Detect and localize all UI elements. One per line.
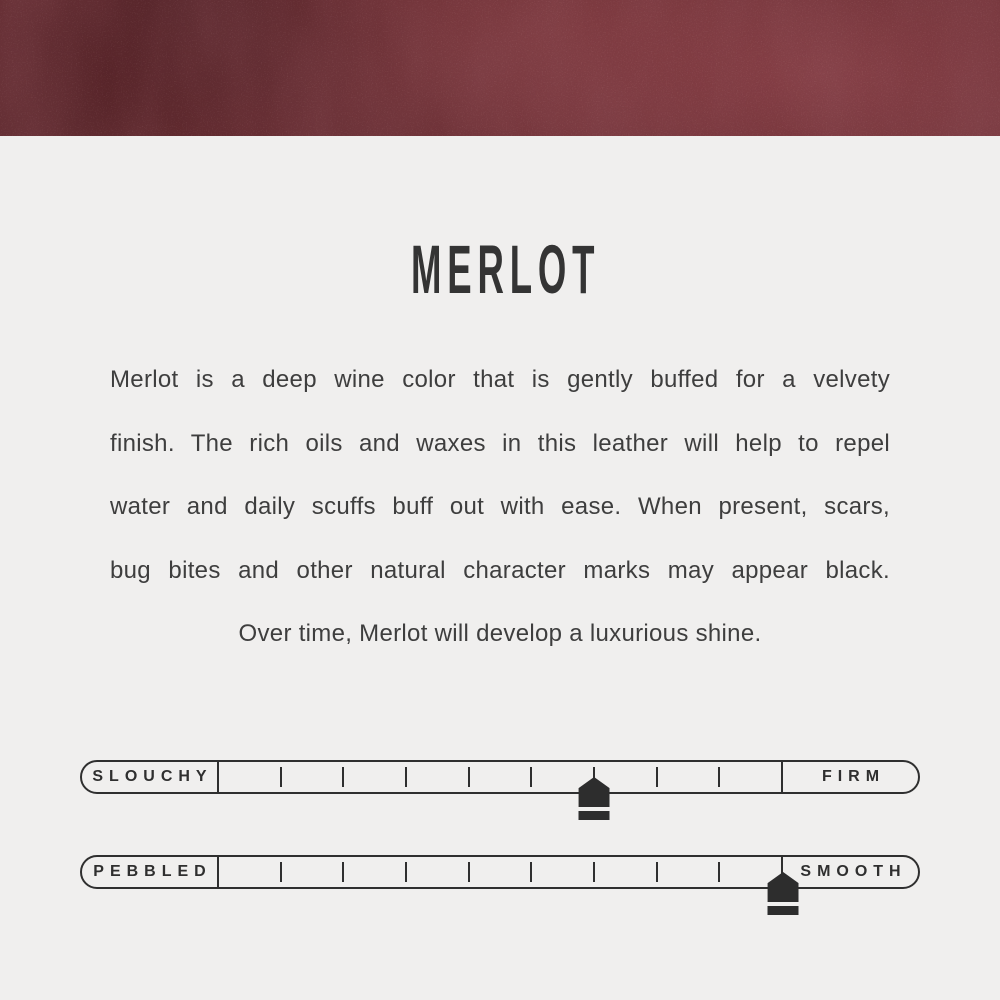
slider-right-label-box xyxy=(783,762,918,792)
color-description xyxy=(110,348,890,666)
tick-mark xyxy=(468,767,470,787)
description-line: Merlot is a deep wine color that is gently buffed for a velvety xyxy=(110,366,890,393)
tick-mark xyxy=(405,767,407,787)
tick-mark xyxy=(405,862,407,882)
slider-slouchy-firm xyxy=(80,760,920,794)
slider-track xyxy=(217,762,783,792)
slider-right-label: FIRM xyxy=(821,768,886,785)
description-line: bug bites and other natural character marks may appear black. xyxy=(110,556,890,584)
slider-left-label: PEBBLED xyxy=(93,863,212,880)
marker-base xyxy=(768,906,799,915)
slider-right-label-box xyxy=(783,857,918,887)
tick-mark xyxy=(656,767,658,787)
slider-left-label: SLOUCHY xyxy=(92,768,213,785)
tick-mark xyxy=(342,767,344,787)
leather-grain-texture xyxy=(0,0,1000,136)
slider-marker xyxy=(579,777,610,820)
tick-mark xyxy=(718,862,720,882)
slider-marker xyxy=(768,872,799,915)
slider-track xyxy=(217,857,783,887)
slider-right-label: SMOOTH xyxy=(800,863,907,880)
tick-mark xyxy=(280,862,282,882)
slider-left-label-box xyxy=(82,762,217,792)
marker-pin-icon xyxy=(768,872,799,902)
tick-mark xyxy=(530,767,532,787)
marker-base xyxy=(579,811,610,820)
description-line: finish. The rich oils and waxes in this leather will help to repel xyxy=(110,429,890,457)
page-title xyxy=(0,231,1000,308)
description-line: Over time, Merlot will develop a luxurious shine. xyxy=(238,620,762,647)
tick-mark xyxy=(342,862,344,882)
tick-mark xyxy=(656,862,658,882)
page-title-text: MERLOT xyxy=(410,231,601,308)
description-line: water and daily scuffs buff out with ease. When present, scars, xyxy=(110,493,890,520)
slider-bar xyxy=(80,760,920,794)
leather-swatch-image xyxy=(0,0,1000,136)
slider-left-label-box xyxy=(82,857,217,887)
slider-pebbled-smooth xyxy=(80,855,920,889)
tick-mark xyxy=(530,862,532,882)
marker-pin-icon xyxy=(579,777,610,807)
tick-mark xyxy=(280,767,282,787)
tick-mark xyxy=(593,862,595,882)
tick-mark xyxy=(468,862,470,882)
tick-mark xyxy=(718,767,720,787)
